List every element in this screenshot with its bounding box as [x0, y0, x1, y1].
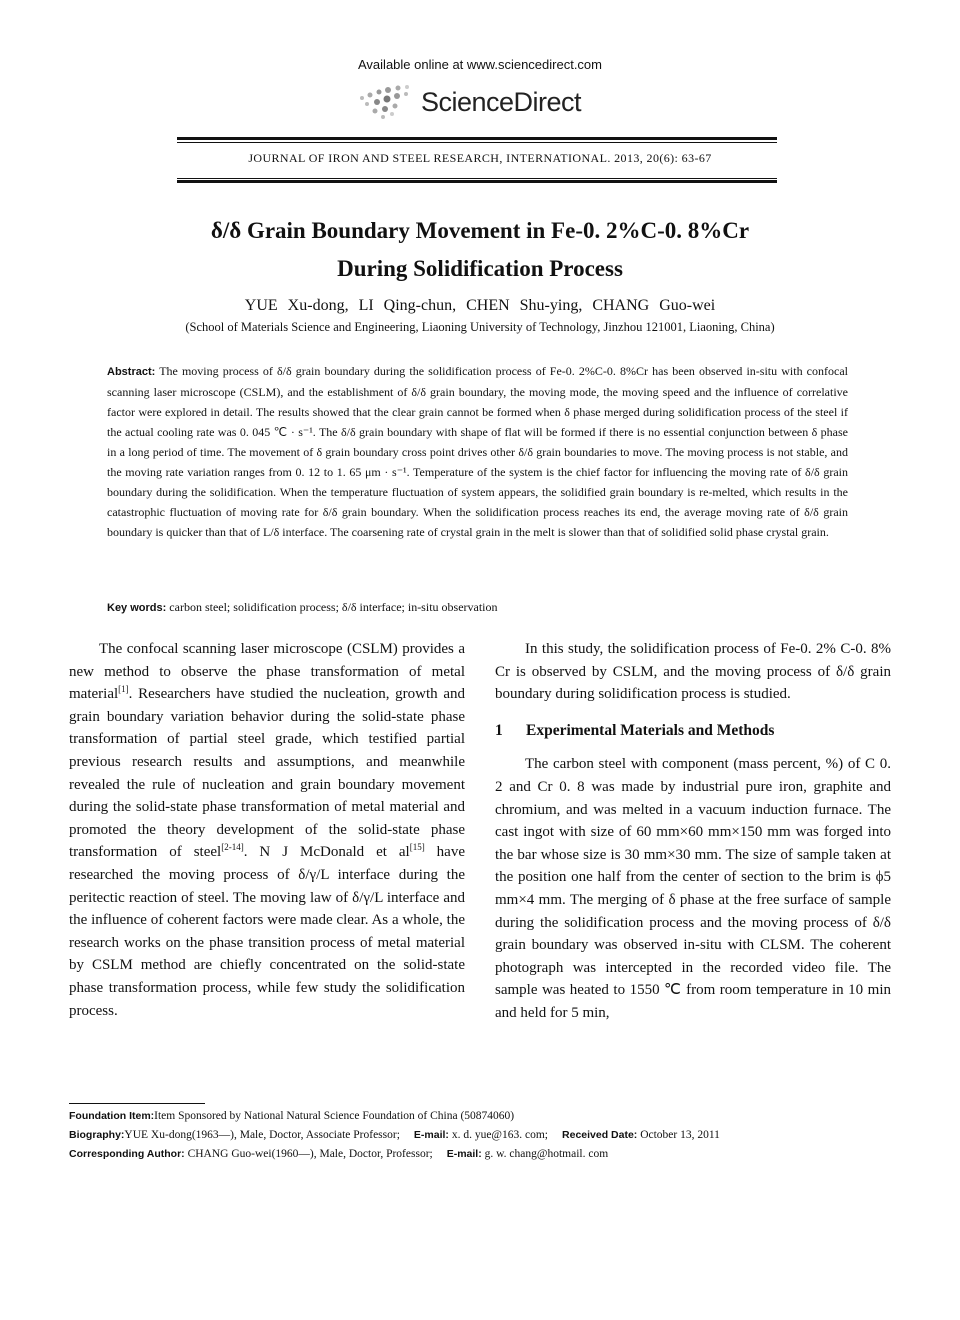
body-column-right [495, 638, 891, 1025]
title-line-2: During Solidification Process [337, 256, 623, 281]
paragraph-methods: The carbon steel with component (mass percent, %) of C 0. 2 and Cr 0. 8 was made by industrial pure iron, graphite and chromium, and was melted in a vacuum induction furnace. The cast ingot with size of 60 mm×60 mm×150 mm was forged into the bar whose size is 30 mm×30 mm. The size of sample taken at the position one half from the center of section to the brim is ϕ5 mm×4 mm. The merging of δ phase at the free surface of sample during the solidification process and the moving process of δ/δ grain boundary was observed in-situ with CLSM. The coherent photograph was intercepted in the recorded video file. The sample was heated to 1550 ℃ from room temperature in 10 min and held for 5 min, [495, 756, 891, 1021]
citation-ref-3: [15] [409, 842, 425, 853]
intro-text-3: . N J McDonald et al [243, 844, 410, 861]
corresponding-label: Corresponding Author: [69, 1148, 185, 1160]
biography-email: x. d. yue@163. com; [448, 1129, 549, 1141]
footnote-corresponding [69, 1145, 909, 1164]
corresponding-email-label: E-mail: [446, 1148, 482, 1160]
biography-text: YUE Xu-dong(1963—), Male, Doctor, Associate Professor; [124, 1129, 400, 1141]
sciencedirect-logo [355, 84, 615, 124]
intro-text-2: . Researchers have studied the nucleation, growth and grain boundary variation behavior during the solid-state phase transformation of partial steel grade, which testified partial previous research results and assumptions, and meanwhile revealed the rule of nucleation and grain boundary movement during the solid-state phase transformation of metal material and promoted the theory development of the solid-state phase transformation of steel [69, 686, 465, 861]
citation-ref-1: [1] [118, 684, 129, 695]
corresponding-text: CHANG Guo-wei(1960—), Male, Doctor, Professor; [184, 1148, 433, 1160]
authors: YUE Xu-dong, LI Qing-chun, CHEN Shu-ying, CHANG Guo-wei [244, 297, 716, 314]
keywords-label: Key words: [107, 602, 167, 614]
body-column-left [69, 638, 465, 1022]
abstract-label: Abstract: [107, 366, 156, 378]
keywords-text: carbon steel; solidification process; δ/δ interface; in-situ observation [166, 600, 498, 614]
corresponding-email: g. w. chang@hotmail. com [481, 1148, 609, 1160]
header-rule-bottom-thin [177, 178, 777, 179]
abstract-text: The moving process of δ/δ grain boundary during the solidification process of Fe-0. 2%C-0. 8%Cr has been observed in-situ with confocal scanning laser microscope (CSLM), and the establishment of δ/δ grain boundary, the moving mode, the moving speed and the influence of correlative factor were explored in detail. The results showed that the clear grain cannot be formed when δ phase merged during solidification process of the steel if the actual cooling rate was 0. 045 ℃ · s⁻¹. The δ/δ grain boundary with shape of flat will be formed if there is no essential conjunction between δ phase in a long period of time. The movement of δ grain boundary cross point drives other δ/δ grain boundaries to move. The moving process is not stable, and the moving rate variation ranges from 0. 12 to 1. 65 μm · s⁻¹. Temperature of the system is the chief factor for influencing the moving rate of δ/δ grain boundary during the solidification. When the temperature fluctuation of system appears, the solidified grain boundary is re-melted, which results in the catastrophic fluctuation of moving rate for δ/δ grain boundary. When the solidification process reaches its end, the average moving rate of δ/δ grain boundary is quicker than that of L/δ interface. The coarsening rate of crystal grain in the melt is slower than that of solidified solid phase crystal grain. [107, 364, 848, 539]
paragraph-intro [69, 638, 465, 1022]
title-line-1: δ/δ Grain Boundary Movement in Fe-0. 2%C-0. 8%Cr [210, 218, 750, 243]
footnote-foundation [69, 1107, 909, 1126]
paper-title [0, 212, 960, 288]
citation-ref-2: [2-14] [221, 842, 244, 853]
received-date: October 13, 2011 [637, 1129, 720, 1141]
paragraph-study: In this study, the solidification process of Fe-0. 2% C-0. 8% Cr is observed by CSLM, and the moving process of δ/δ grain boundary during solidification process is studied. [495, 641, 891, 703]
affiliation: (School of Materials Science and Engineering, Liaoning University of Technology, Jinzhou 121001, Liaoning, China) [185, 320, 775, 334]
footnote-biography [69, 1126, 909, 1145]
footnotes [69, 1107, 909, 1164]
sciencedirect-dots-icon [355, 84, 417, 124]
biography-email-label: E-mail: [413, 1129, 449, 1141]
available-online-line: Available online at www.sciencedirect.com [358, 57, 602, 72]
sciencedirect-wordmark: ScienceDirect [421, 87, 582, 117]
footnote-rule [69, 1103, 205, 1104]
received-date-label: Received Date: [562, 1129, 638, 1141]
abstract [107, 361, 848, 542]
section-number: 1 [495, 721, 503, 739]
section-heading [495, 720, 891, 743]
intro-text-4: have researched the moving process of δ/γ/L interface during the peritectic reaction of steel. The moving law of δ/γ/L interface and the influence of coherent factors were made clear. As a whole, the research works on the phase transition process of metal material by CSLM method are chiefly concentrated on the solid-state phase transformation process, while few study the solidification process. [69, 844, 465, 1019]
intro-text-1: The confocal scanning laser microscope (CSLM) provides a new method to observe the phase transformation of metal material [69, 641, 465, 703]
header-rule-top [177, 137, 777, 140]
foundation-label: Foundation Item: [69, 1110, 155, 1122]
header-rule-top-thin [177, 142, 777, 143]
journal-citation: JOURNAL OF IRON AND STEEL RESEARCH, INTERNATIONAL. 2013, 20(6): 63-67 [248, 151, 712, 165]
biography-label: Biography: [69, 1129, 125, 1141]
foundation-text: Item Sponsored by National Natural Science Foundation of China (50874060) [154, 1110, 515, 1122]
section-title: Experimental Materials and Methods [526, 721, 775, 739]
keywords [107, 600, 848, 615]
header-rule-bottom [177, 180, 777, 183]
